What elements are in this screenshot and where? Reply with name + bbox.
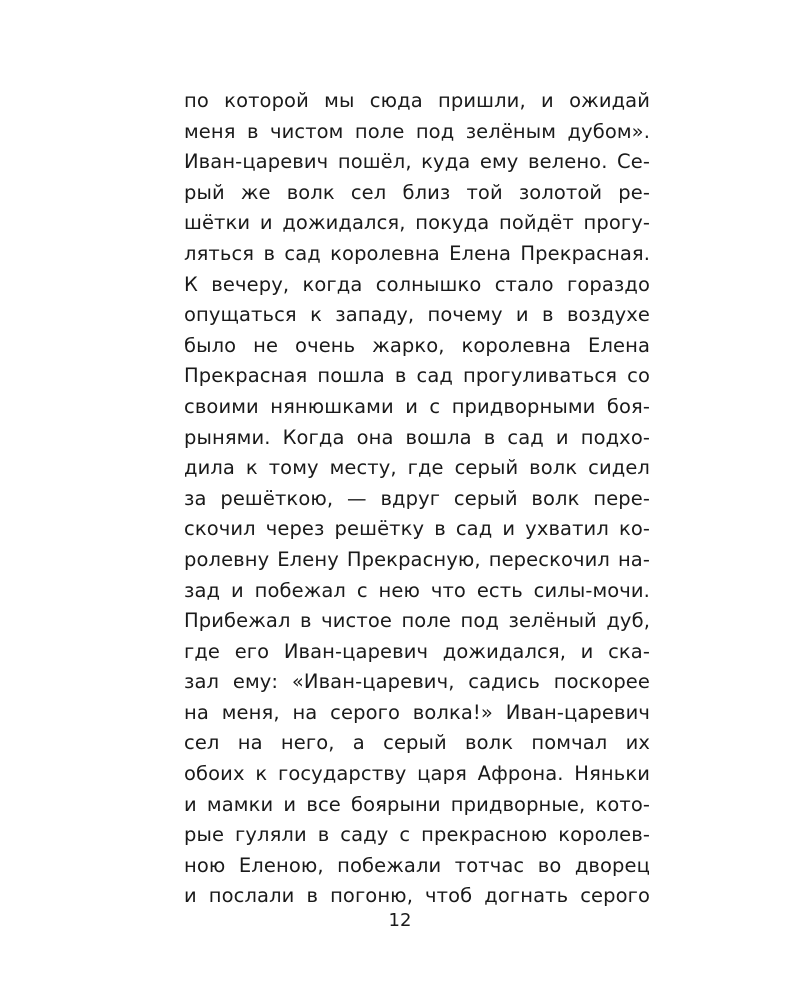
page-number: 12 (388, 910, 412, 931)
text-line: и мамки и все боярыни придворные, кото- (184, 792, 650, 816)
text-line: ною Еленою, побежали тотчас во дворец (184, 853, 650, 877)
text-line: меня в чистом поле под зелёным дубом». (184, 119, 650, 143)
text-line: на меня, на серого волка!» Иван-царевич (184, 700, 650, 724)
text-line: Прибежал в чистое поле под зелёный дуб, (184, 609, 650, 633)
text-line: рые гуляли в саду с прекрасною королев- (184, 823, 650, 847)
text-line: по которой мы сюда пришли, и ожидай (184, 89, 650, 112)
text-line: обоих к государству царя Афрона. Няньки (184, 762, 650, 786)
text-line: где его Иван-царевич дожидался, и ска- (184, 639, 650, 663)
text-line: зад и побежал с нею что есть силы-мочи. (184, 578, 650, 602)
page-text (184, 86, 650, 912)
text-line: сел на него, а серый волк помчал их (184, 731, 650, 755)
text-line: ляться в сад королевна Елена Прекрасная. (184, 241, 650, 265)
text-line: дила к тому месту, где серый волк сидел (184, 456, 650, 480)
text-line: рый же волк сел близ той золотой ре- (184, 180, 650, 204)
text-line: было не очень жарко, королевна Елена (184, 333, 650, 357)
text-line: шётки и дожидался, покуда пойдёт прогу- (184, 211, 650, 235)
text-line: К вечеру, когда солнышко стало гораздо (184, 272, 650, 296)
text-line: Прекрасная пошла в сад прогуливаться со (184, 364, 650, 388)
text-line: Иван-царевич пошёл, куда ему велено. Се- (184, 150, 650, 174)
text-line: и послали в погоню, чтоб догнать серого (184, 884, 650, 908)
text-line: скочил через решётку в сад и ухватил ко- (184, 517, 650, 541)
text-line: зал ему: «Иван-царевич, садись поскорее (184, 670, 650, 694)
text-line: опущаться к западу, почему и в воздухе (184, 303, 650, 327)
text-line: своими нянюшками и с придворными боя- (184, 394, 650, 418)
text-line: за решёткою, — вдруг серый волк пере- (184, 486, 650, 510)
text-line: ролевну Елену Прекрасную, перескочил на- (184, 547, 650, 571)
text-line: рынями. Когда она вошла в сад и подхо- (184, 425, 650, 449)
